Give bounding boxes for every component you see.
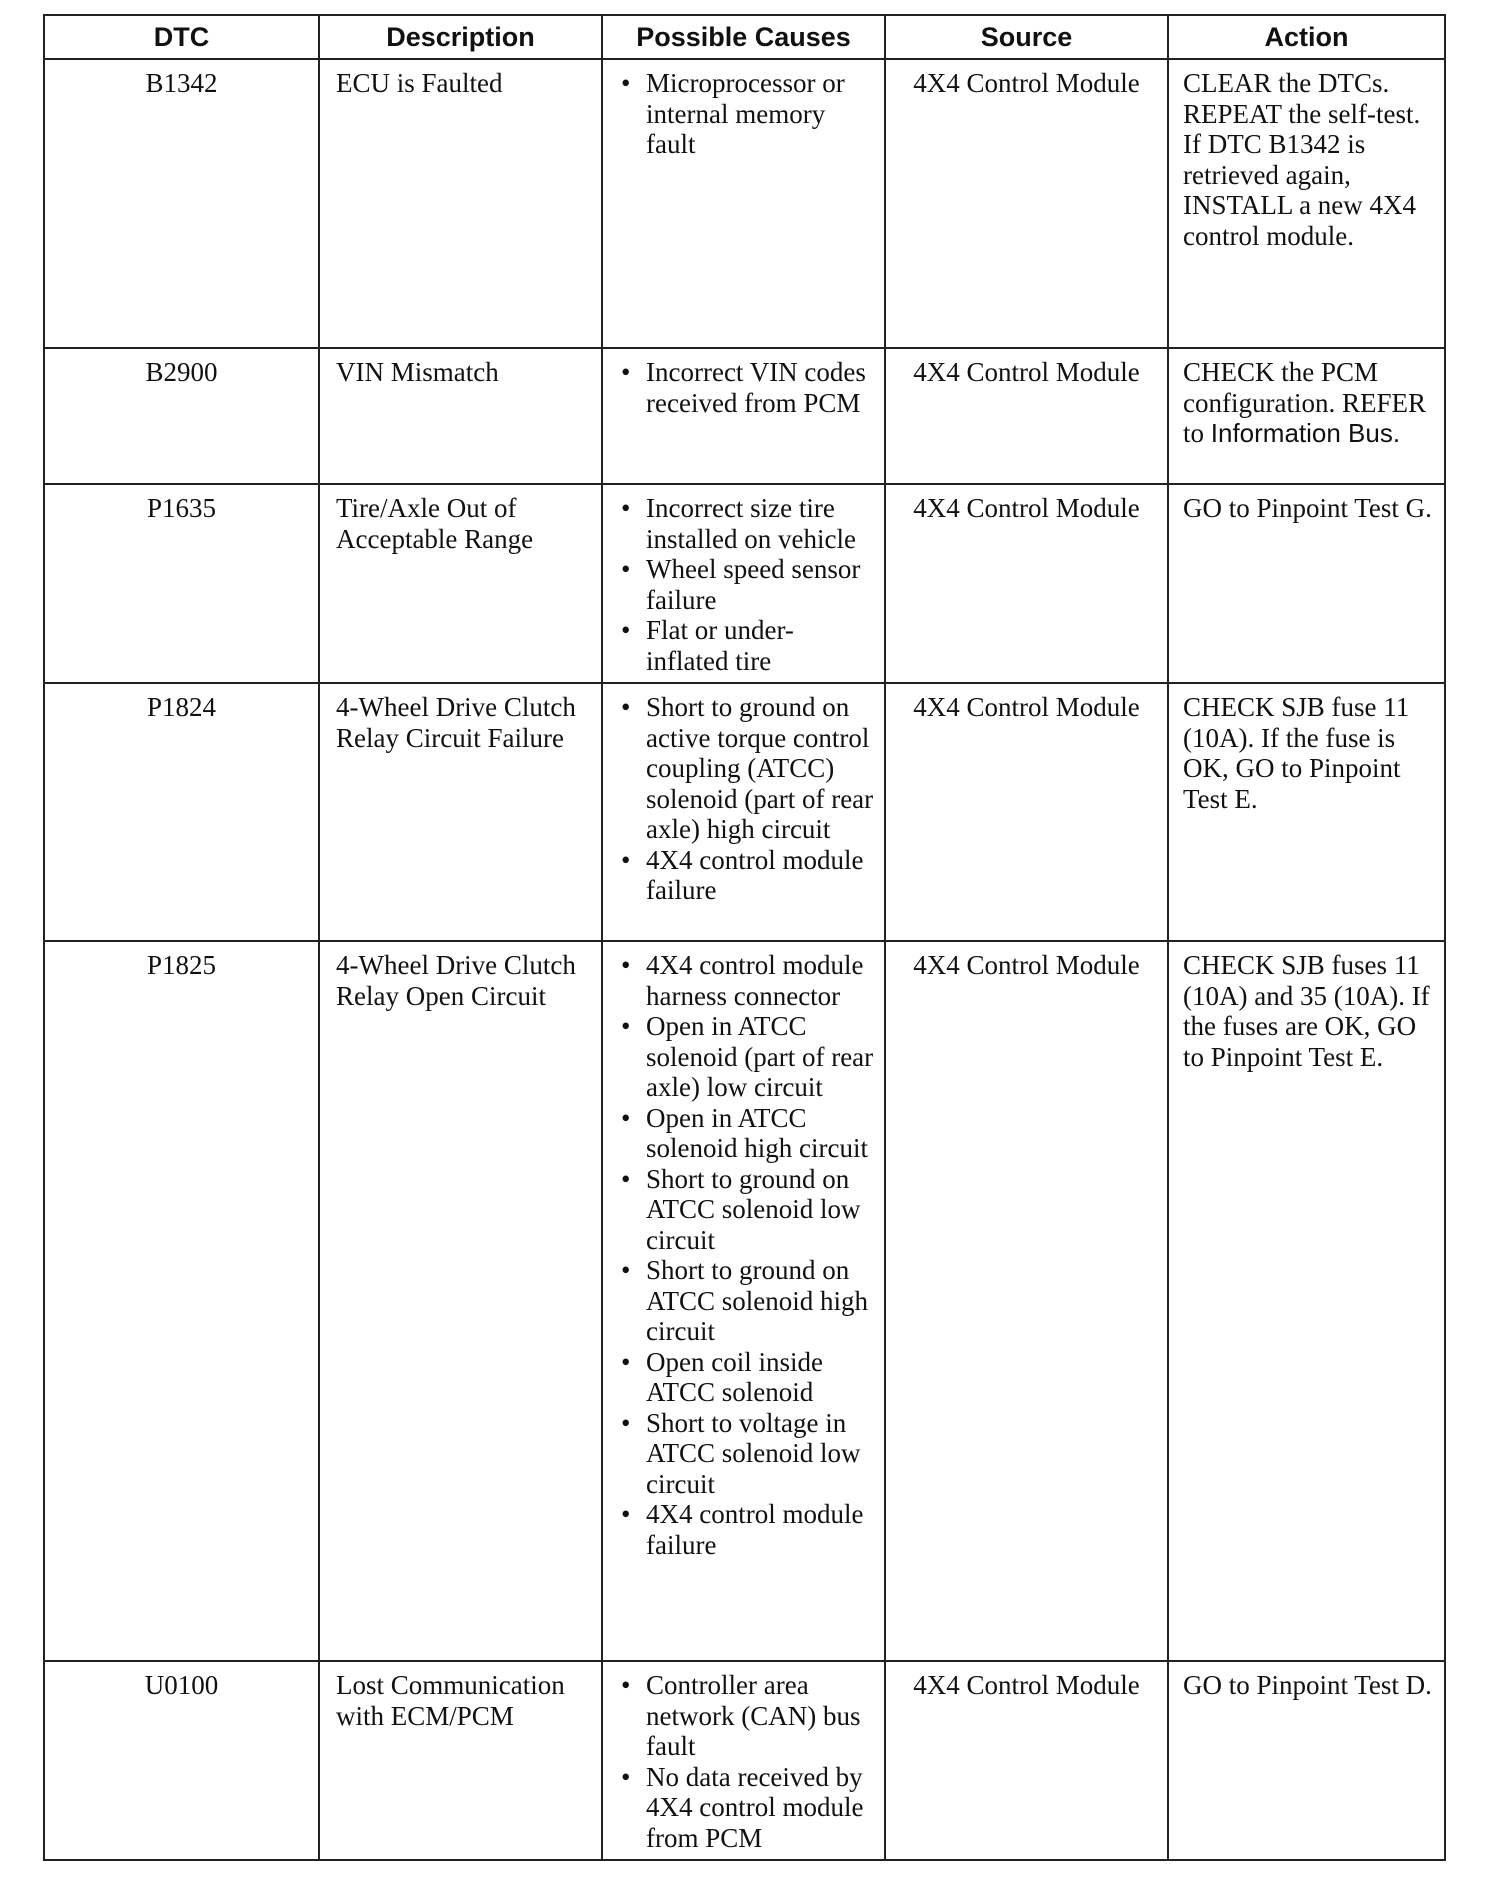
header-description: Description bbox=[319, 15, 602, 59]
dtc-code: P1824 bbox=[44, 683, 319, 941]
possible-causes bbox=[602, 59, 885, 348]
dtc-source: 4X4 Control Module bbox=[885, 484, 1168, 683]
cause-item: • Incorrect size tire installed on vehicle bbox=[619, 493, 874, 554]
possible-causes bbox=[602, 1661, 885, 1860]
action-suffix: . bbox=[1392, 418, 1401, 448]
possible-causes bbox=[602, 941, 885, 1661]
table-row bbox=[44, 348, 1445, 484]
cause-item: • Open in ATCC solenoid high circuit bbox=[619, 1103, 874, 1164]
dtc-source: 4X4 Control Module bbox=[885, 1661, 1168, 1860]
cause-item: • 4X4 control module failure bbox=[619, 845, 874, 906]
header-dtc: DTC bbox=[44, 15, 319, 59]
header-action: Action bbox=[1168, 15, 1445, 59]
dtc-description: Tire/Axle Out of Acceptable Range bbox=[319, 484, 602, 683]
cause-item: • Incorrect VIN codes received from PCM bbox=[619, 357, 874, 418]
cause-item: • Short to ground on active torque control coupling (ATCC) solenoid (part of rear axle) high circuit bbox=[619, 692, 874, 845]
dtc-action: CHECK SJB fuse 11 (10A). If the fuse is OK, GO to Pinpoint Test E. bbox=[1168, 683, 1445, 941]
table-row bbox=[44, 59, 1445, 348]
table-row bbox=[44, 1661, 1445, 1860]
dtc-source: 4X4 Control Module bbox=[885, 683, 1168, 941]
cause-item: • No data received by 4X4 control module from PCM bbox=[619, 1762, 874, 1854]
dtc-code: B2900 bbox=[44, 348, 319, 484]
cause-item: • Open in ATCC solenoid (part of rear axle) low circuit bbox=[619, 1011, 874, 1103]
table-row bbox=[44, 484, 1445, 683]
cause-item: • Open coil inside ATCC solenoid bbox=[619, 1347, 874, 1408]
information-bus-link[interactable]: Information Bus bbox=[1210, 418, 1393, 448]
header-row bbox=[44, 15, 1445, 59]
dtc-source: 4X4 Control Module bbox=[885, 941, 1168, 1661]
cause-item: • Short to voltage in ATCC solenoid low circuit bbox=[619, 1408, 874, 1500]
dtc-description: VIN Mismatch bbox=[319, 348, 602, 484]
dtc-action: CLEAR the DTCs. REPEAT the self-test. If DTC B1342 is retrieved again, INSTALL a new 4X4 control module. bbox=[1168, 59, 1445, 348]
dtc-table bbox=[43, 14, 1446, 1861]
dtc-code: P1825 bbox=[44, 941, 319, 1661]
dtc-action: GO to Pinpoint Test G. bbox=[1168, 484, 1445, 683]
dtc-description: 4-Wheel Drive Clutch Relay Open Circuit bbox=[319, 941, 602, 1661]
cause-item: • Controller area network (CAN) bus fault bbox=[619, 1670, 874, 1762]
cause-item: • Microprocessor or internal memory fault bbox=[619, 68, 874, 160]
cause-item: • Flat or under-inflated tire bbox=[619, 615, 874, 676]
cause-item: • 4X4 control module harness connector bbox=[619, 950, 874, 1011]
dtc-description: 4-Wheel Drive Clutch Relay Circuit Failure bbox=[319, 683, 602, 941]
dtc-description: ECU is Faulted bbox=[319, 59, 602, 348]
cause-item: • Short to ground on ATCC solenoid low circuit bbox=[619, 1164, 874, 1256]
cause-item: • 4X4 control module failure bbox=[619, 1499, 874, 1560]
dtc-code: U0100 bbox=[44, 1661, 319, 1860]
table-row bbox=[44, 941, 1445, 1661]
action-text: CHECK the PCM configuration. REFER to bbox=[1183, 357, 1426, 448]
dtc-description: Lost Communication with ECM/PCM bbox=[319, 1661, 602, 1860]
dtc-action: GO to Pinpoint Test D. bbox=[1168, 1661, 1445, 1860]
dtc-code: B1342 bbox=[44, 59, 319, 348]
header-source: Source bbox=[885, 15, 1168, 59]
dtc-source: 4X4 Control Module bbox=[885, 348, 1168, 484]
possible-causes bbox=[602, 683, 885, 941]
dtc-action: CHECK SJB fuses 11 (10A) and 35 (10A). If the fuses are OK, GO to Pinpoint Test E. bbox=[1168, 941, 1445, 1661]
table-row bbox=[44, 683, 1445, 941]
dtc-source: 4X4 Control Module bbox=[885, 59, 1168, 348]
possible-causes bbox=[602, 484, 885, 683]
header-possible-causes: Possible Causes bbox=[602, 15, 885, 59]
possible-causes bbox=[602, 348, 885, 484]
dtc-action bbox=[1168, 348, 1445, 484]
cause-item: • Wheel speed sensor failure bbox=[619, 554, 874, 615]
cause-item: • Short to ground on ATCC solenoid high circuit bbox=[619, 1255, 874, 1347]
dtc-code: P1635 bbox=[44, 484, 319, 683]
